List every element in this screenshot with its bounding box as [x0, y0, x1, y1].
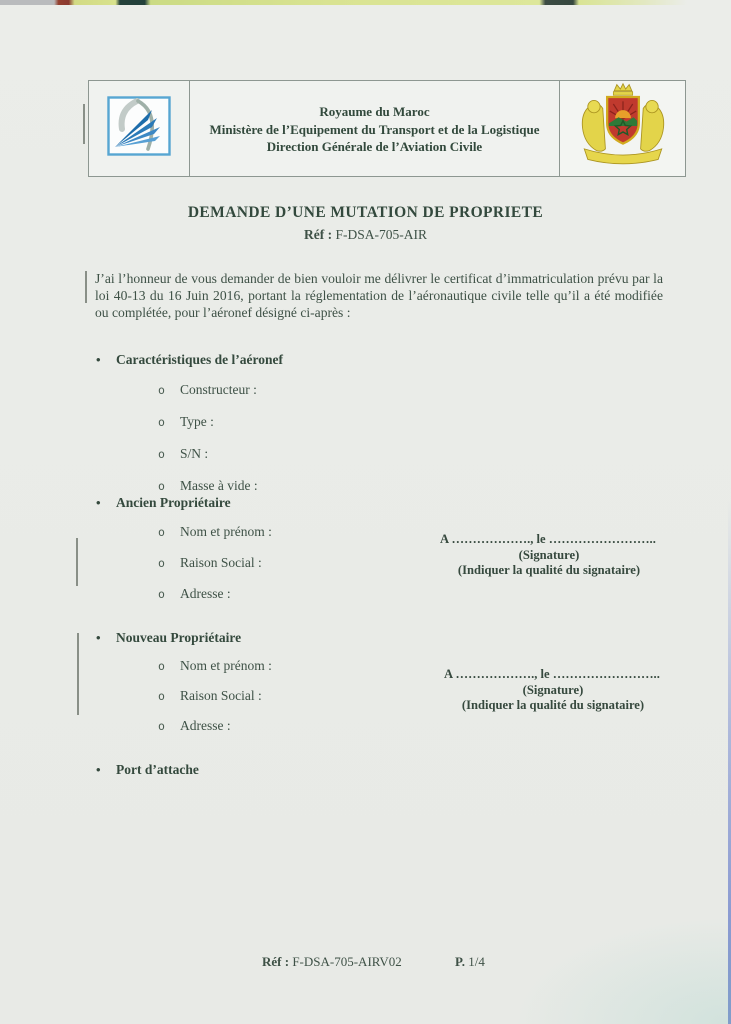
section-former-owner [90, 495, 272, 604]
section-home-port [90, 762, 199, 778]
circle-bullet-icon: o [158, 525, 165, 539]
field-label: Raison Social : [180, 555, 262, 570]
signature-block-former-owner [418, 532, 680, 579]
circle-bullet-icon: o [158, 587, 165, 601]
field-company-name [158, 688, 272, 706]
circle-bullet-icon: o [158, 556, 165, 570]
header-line-direction: Direction Générale de l’Aviation Civile [266, 139, 483, 155]
field-empty-mass [158, 478, 283, 496]
signature-label: (Signature) [518, 547, 580, 562]
signature-block-new-owner [422, 667, 684, 714]
field-label: Nom et prénom : [180, 524, 272, 539]
scan-artifact-corner-tint [511, 914, 731, 1024]
section-title: Caractéristiques de l’aéronef [116, 352, 283, 367]
margin-change-bar [77, 633, 79, 715]
ref-label: Réf : [304, 227, 333, 242]
header-line-ministry: Ministère de l’Equipement du Transport et de la Logistique [209, 121, 540, 137]
intro-paragraph: J’ai l’honneur de vous demander de bien vouloir me délivrer le certificat d’immatriculation prévu par la loi 40-13 du 16 Juin 2016, portant la réglementation de l’aéronautique civile telle qu’il a été modifiée ou complétée, pour l’aéronef désigné ci-après : [95, 271, 663, 320]
field-label: Adresse : [180, 718, 231, 733]
footer-ref-label: Réf : [262, 954, 290, 969]
field-constructeur [158, 382, 283, 400]
field-company-name [158, 555, 272, 573]
dgac-logo [89, 81, 189, 176]
ref-value: F-DSA-705-AIR [335, 227, 427, 242]
aviation-logo-icon [107, 96, 171, 161]
field-serial-number [158, 446, 283, 464]
field-type [158, 414, 283, 432]
circle-bullet-icon: o [158, 719, 165, 733]
field-address [158, 718, 272, 736]
section-title: Port d’attache [116, 762, 199, 777]
field-label: Constructeur : [180, 382, 257, 397]
signature-label: (Signature) [522, 682, 584, 697]
scan-artifact-top-edge [0, 0, 731, 5]
ministry-header-text [189, 81, 560, 176]
footer-ref-value: F-DSA-705-AIRV02 [292, 954, 402, 969]
circle-bullet-icon: o [158, 479, 165, 493]
bullet-icon: • [96, 630, 101, 645]
section-title: Nouveau Propriétaire [116, 630, 242, 645]
field-label: Nom et prénom : [180, 658, 272, 673]
field-name [158, 524, 272, 542]
letterhead [88, 80, 686, 177]
footer-reference [262, 954, 402, 970]
field-label: Masse à vide : [180, 478, 258, 493]
document-reference [0, 227, 731, 243]
bullet-icon: • [96, 762, 101, 777]
section-new-owner [90, 630, 272, 736]
section-heading [90, 352, 283, 368]
coat-of-arms-icon [569, 82, 677, 175]
footer-page-number [455, 954, 485, 970]
header-line-kingdom: Royaume du Maroc [319, 104, 430, 120]
circle-bullet-icon: o [158, 383, 165, 397]
margin-change-bar [76, 538, 78, 586]
section-heading [90, 630, 272, 646]
bullet-icon: • [96, 495, 101, 510]
field-label: S/N : [180, 446, 209, 461]
circle-bullet-icon: o [158, 689, 165, 703]
bullet-icon: • [96, 352, 101, 367]
signature-place-date-line: A ………………., le …………………….. [440, 532, 656, 546]
field-label: Adresse : [180, 586, 231, 601]
field-address [158, 586, 272, 604]
document-title: DEMANDE D’UNE MUTATION DE PROPRIETE [187, 204, 544, 221]
margin-change-bar [85, 271, 87, 303]
margin-change-bar [83, 104, 85, 144]
field-label: Raison Social : [180, 688, 262, 703]
section-heading [90, 495, 272, 511]
footer-page-value: 1/4 [468, 954, 485, 969]
morocco-coat-of-arms [560, 81, 685, 176]
circle-bullet-icon: o [158, 415, 165, 429]
section-aircraft-characteristics [90, 352, 283, 496]
circle-bullet-icon: o [158, 659, 165, 673]
signature-quality-note: (Indiquer la qualité du signataire) [457, 563, 641, 577]
signature-place-date-line: A ………………., le …………………….. [444, 667, 660, 681]
field-name [158, 658, 272, 676]
circle-bullet-icon: o [158, 447, 165, 461]
section-title: Ancien Propriétaire [116, 495, 231, 510]
signature-quality-note: (Indiquer la qualité du signataire) [461, 698, 645, 712]
footer-page-label: P. [455, 954, 465, 969]
section-heading [90, 762, 199, 778]
field-label: Type : [180, 414, 214, 429]
